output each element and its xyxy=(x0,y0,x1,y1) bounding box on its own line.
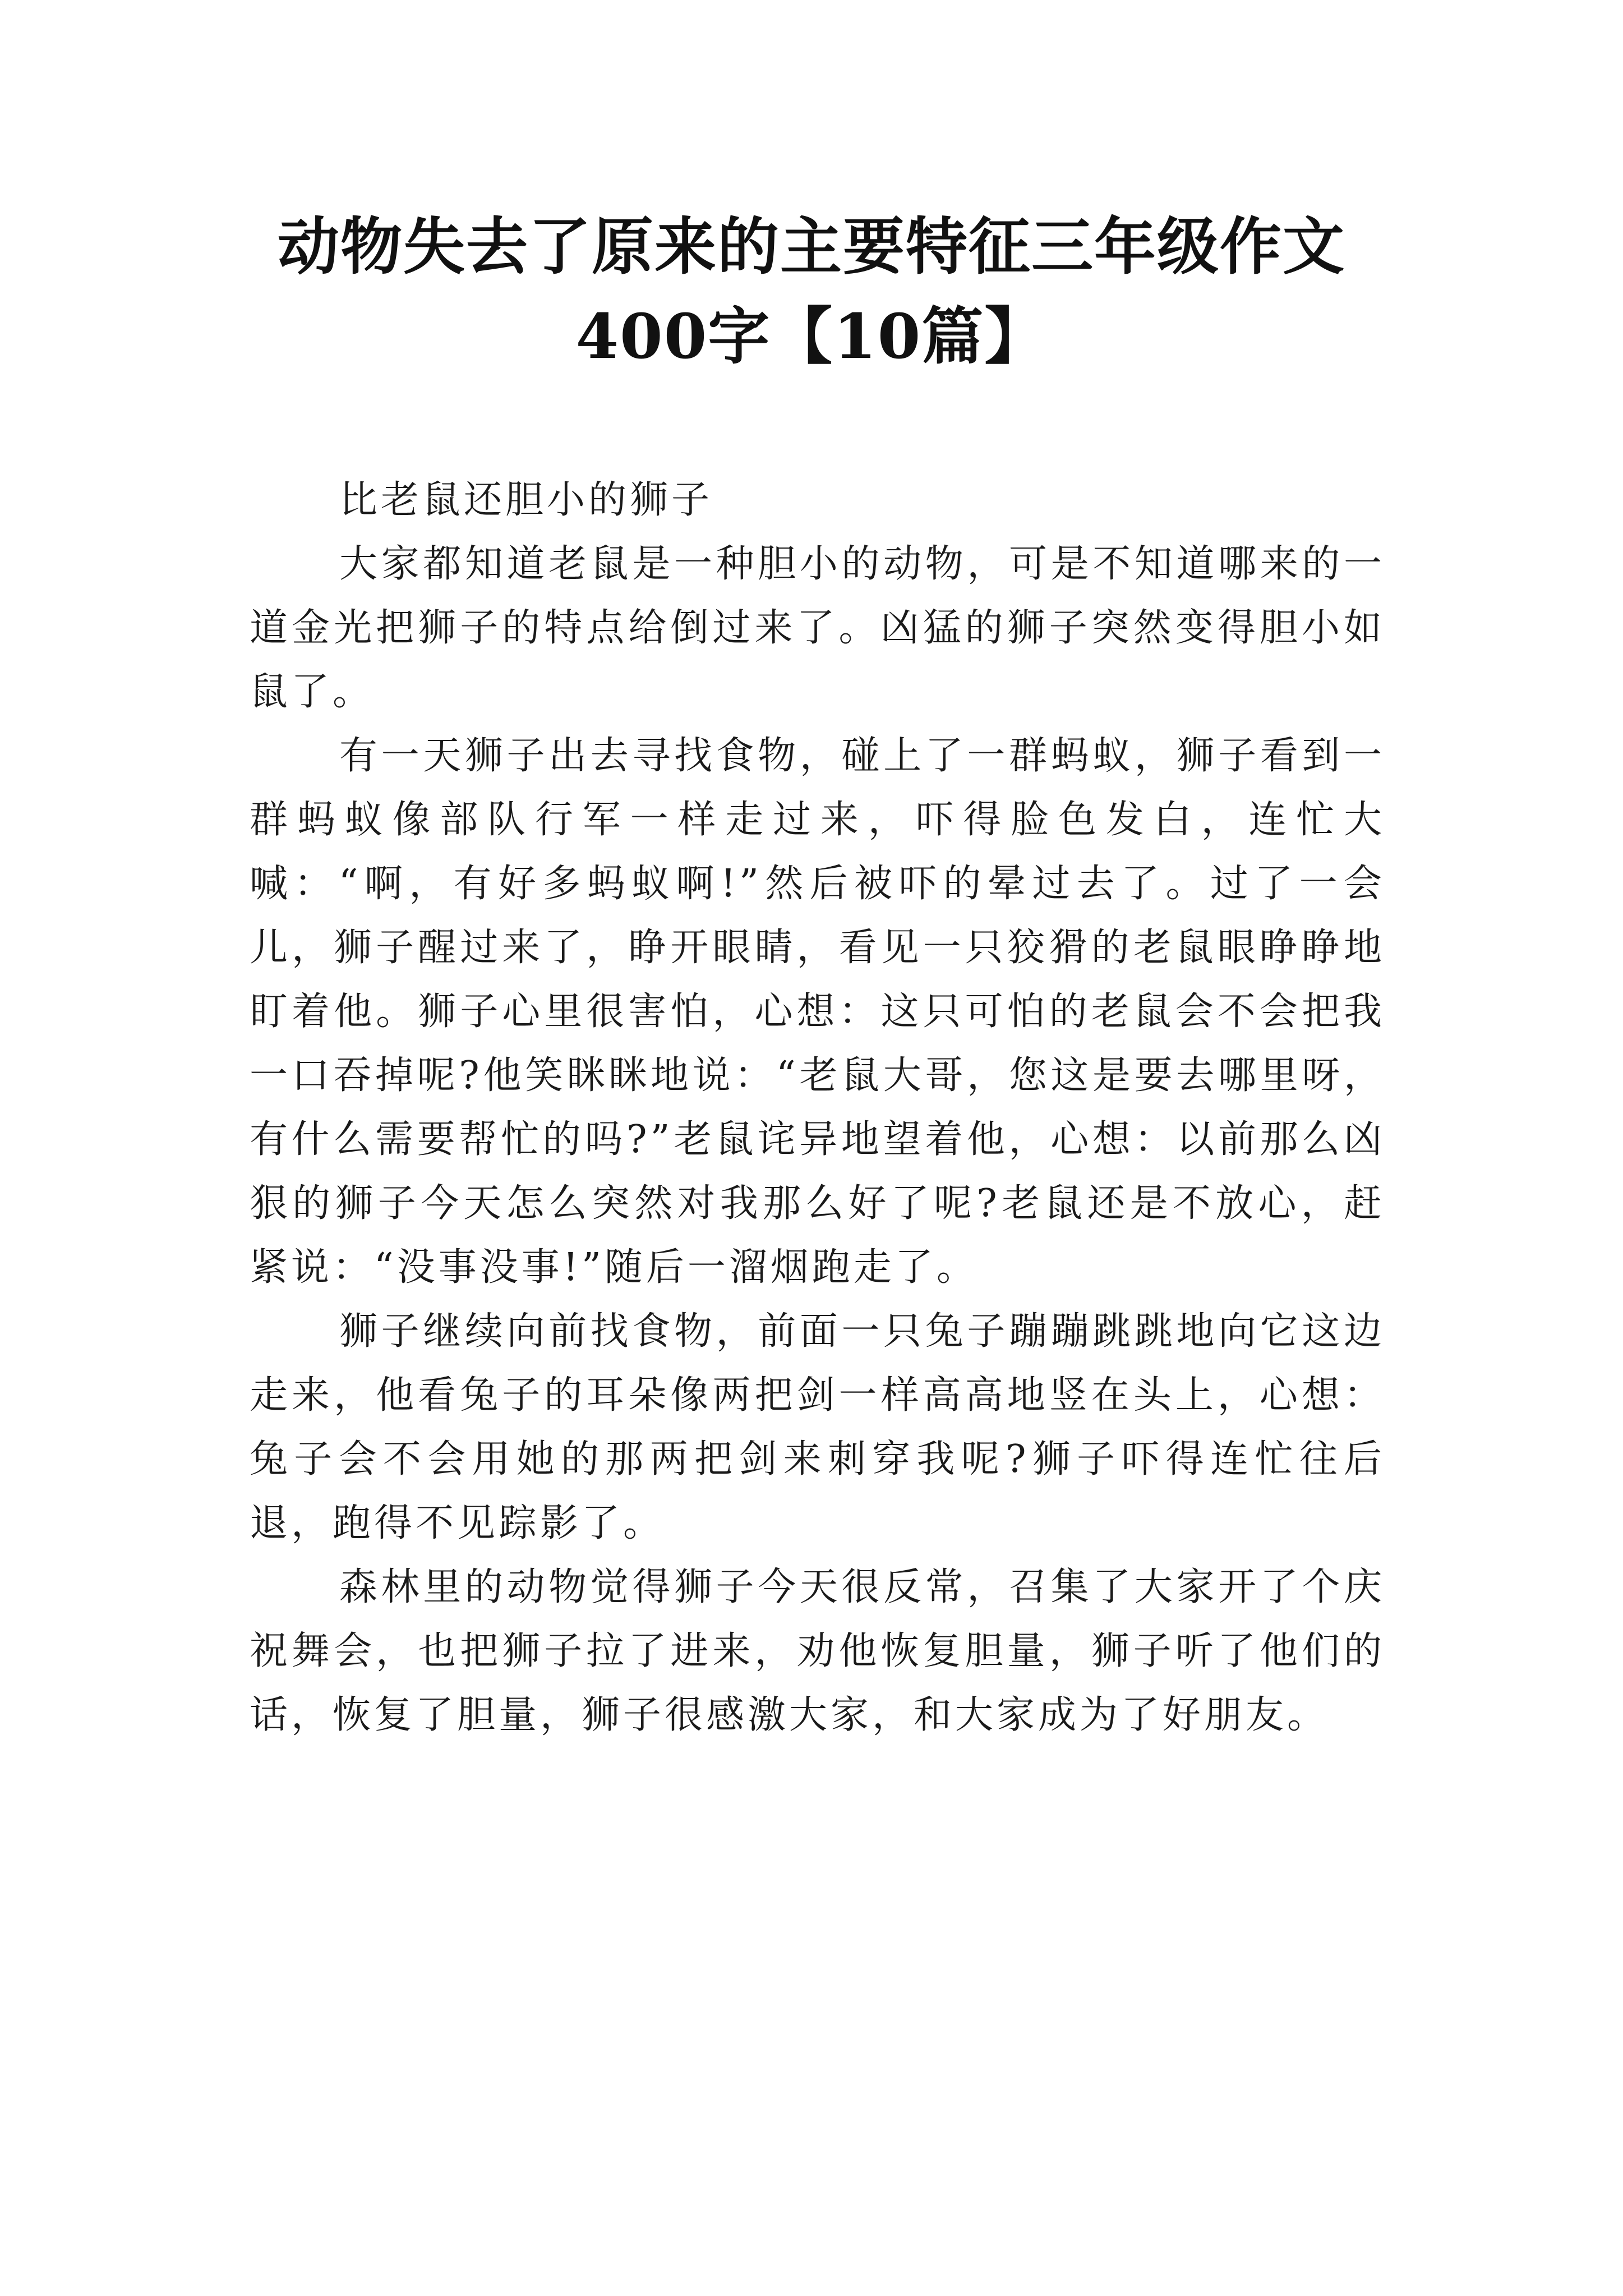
essay-heading: 比老鼠还胆小的狮子 xyxy=(339,478,713,522)
document-title: 动物失去了原来的主要特征三年级作文400字【10篇】 xyxy=(278,210,1345,372)
paragraph: 大家都知道老鼠是一种胆小的动物，可是不知道哪来的一道金光把狮子的特点给倒过来了。凶猛的狮子突然变得胆小如鼠了。 xyxy=(250,542,1385,714)
paragraph: 有一天狮子出去寻找食物，碰上了一群蚂蚁，狮子看到一群蚂蚁像部队行军一样走过来，吓得脸色发白，连忙大喊：“啊，有好多蚂蚁啊!”然后被吓的晕过去了。过了一会儿，狮子醒过来了，睁开眼睛，看见一只狡猾的老鼠眼睁睁地盯着他。狮子心里很害怕，心想：这只可怕的老鼠会不会把我一口吞掉呢?他笑眯眯地说：“老鼠大哥，您这是要去哪里呀，有什么需要帮忙的吗?”老鼠诧异地望着他，心想：以前那么凶狠的狮子今天怎么突然对我那么好了呢?老鼠还是不放心，赶紧说：“没事没事!”随后一溜烟跑走了。 xyxy=(250,734,1385,1290)
paragraph: 狮子继续向前找食物，前面一只兔子蹦蹦跳跳地向它这边走来，他看兔子的耳朵像两把剑一样高高地竖在头上，心想：兔子会不会用她的那两把剑来刺穿我呢?狮子吓得连忙往后退，跑得不见踪影了。 xyxy=(250,1309,1385,1545)
document-body xyxy=(250,468,1385,1747)
paragraph: 森林里的动物觉得狮子今天很反常，召集了大家开了个庆祝舞会，也把狮子拉了进来，劝他恢复胆量，狮子听了他们的话，恢复了胆量，狮子很感激大家，和大家成为了好朋友。 xyxy=(250,1565,1385,1737)
